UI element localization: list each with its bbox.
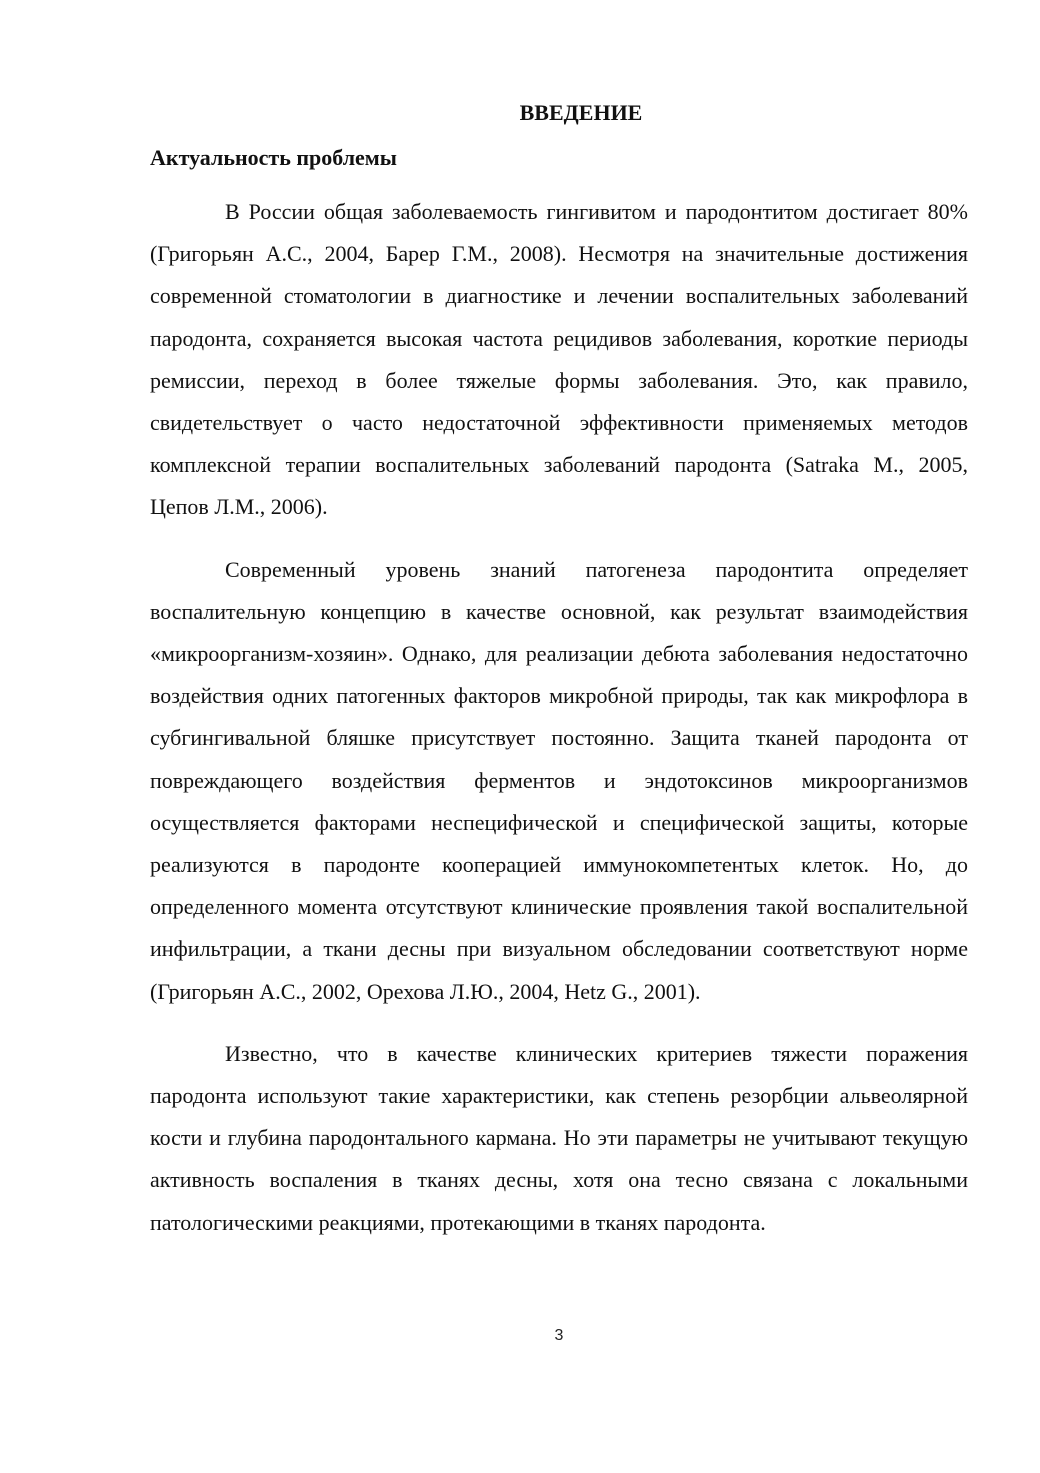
section-heading: ВВЕДЕНИЕ	[519, 100, 643, 125]
paragraph-2: Современный уровень знаний патогенеза пародонтита определяет воспалительную концепцию в качестве основной, как результат взаимодействия «микроорганизм-хозяин». Однако, для реализации дебюта заболевания недостаточно воздействия одних патогенных факторов микробной природы, так как микрофлора в субгингивальной бляшке присутствует постоянно. Защита тканей пародонта от повреждающего воздействия ферментов и эндотоксинов микроорганизмов осуществляется факторами неспецифической и специфической защиты, которые реализуются в пародонте кооперацией иммунокомпетентых клеток. Но, до определенного момента отсутствуют клинические проявления такой воспалительной инфильтрации, а ткани десны при визуальном обследовании соответствуют норме (Григорьян А.С., 2002, Орехова Л.Ю., 2004, Hetz G., 2001).	[150, 556, 968, 1004]
document-page	[150, 96, 968, 1244]
paragraph-1: В России общая заболеваемость гингивитом и пародонтитом достигает 80% (Григорьян А.С., 2004, Барер Г.М., 2008). Несмотря на значительные достижения современной стоматологии в диагностике и лечении воспалительных заболеваний пародонта, сохраняется высокая частота рецидивов заболевания, короткие периоды ремиссии, переход в более тяжелые формы заболевания. Это, как правило, свидетельствует о часто недостаточной эффективности применяемых методов комплексной терапии воспалительных заболеваний пародонта (Satraka M., 2005, Цепов Л.М., 2006).	[150, 199, 968, 520]
paragraph-3: Известно, что в качестве клинических критериев тяжести поражения пародонта используют такие характеристики, как степень резорбции альвеолярной кости и глубина пародонтального кармана. Но эти параметры не учитывают текущую активность воспаления в тканях десны, хотя она тесно связана с локальными патологическими реакциями, протекающими в тканях пародонта.	[150, 1040, 968, 1235]
page-number: 3	[554, 1327, 564, 1344]
section-subheading: Актуальность проблемы	[150, 145, 397, 170]
